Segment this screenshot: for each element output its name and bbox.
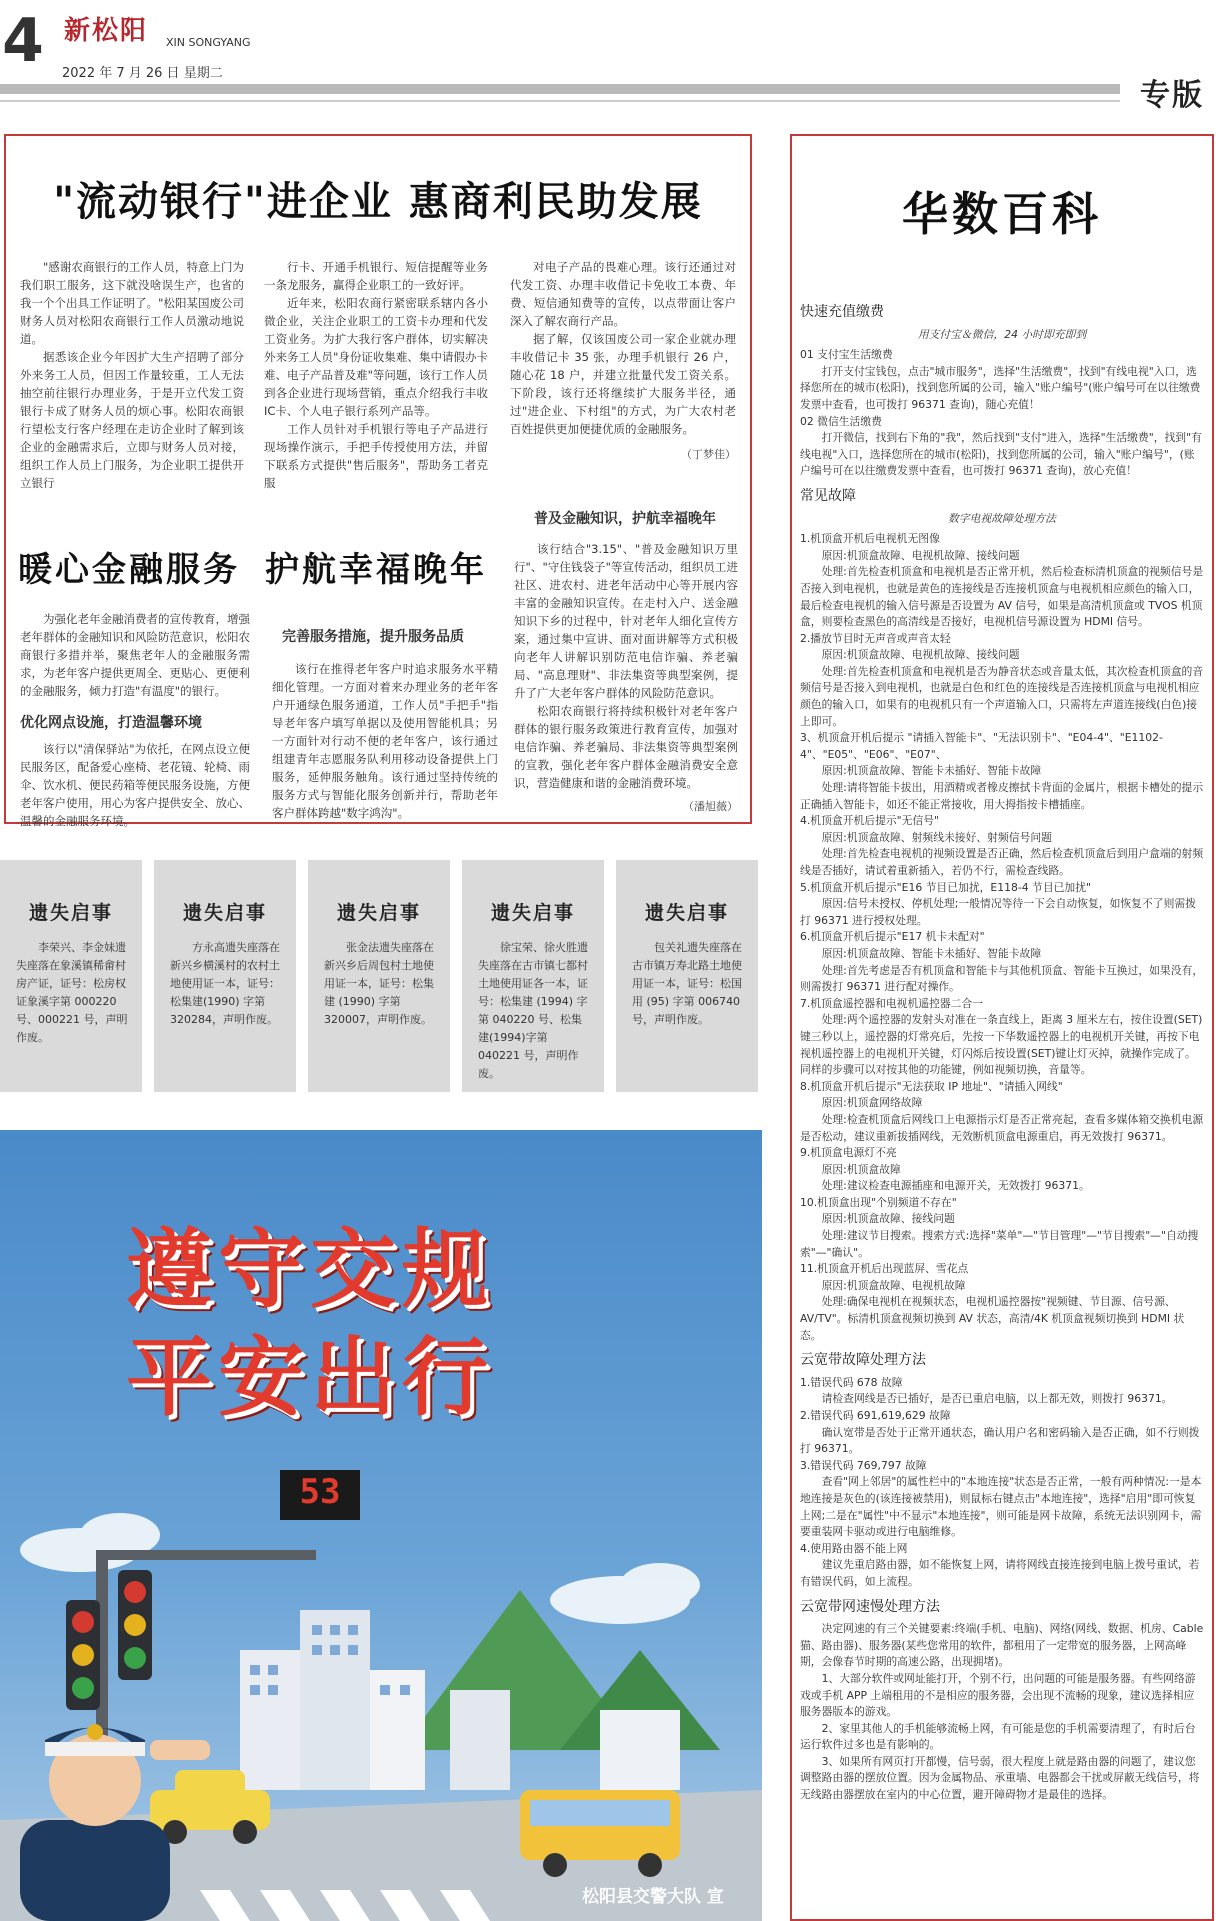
wiki-line: 4.机顶盒开机后提示"无信号" [800, 814, 939, 828]
poster-credit: 松阳县交警大队 宣 [582, 1887, 724, 1907]
wiki-title: 华数百科 [902, 187, 1102, 241]
newspaper-logo-en: XIN SONGYANG [166, 36, 251, 49]
article2-subhead-2: 完善服务措施，提升服务品质 [282, 629, 464, 645]
lost-notice-body: 方永高遗失座落在新兴乡横溪村的农村土地使用证一本，证号：松集建(1990) 字第 320284，声明作废。 [170, 941, 280, 1026]
traffic-poster [0, 1130, 762, 1921]
wiki-line: 查看"网上邻居"的属性栏中的"本地连接"状态是否正常，一般有两种情况:一是本地连接是灰色的(该连接被禁用)，则鼠标右键点击"本地连接"，选择"启用"即可恢复上网;二是在"属性"中不显示"本地连接"，则可能是网卡故障，系统无法识别网卡，需要重装网卡驱动或进行电脑维修。 [800, 1475, 1202, 1539]
article2-col1 [20, 610, 250, 830]
wiki-line: 01 支付宝生活缴费 [800, 348, 893, 362]
paragraph: "感谢农商银行的工作人员，特意上门为我们职工服务，这下就没啥误生产，也省的我一个个出具工作证明了。"松阳某国废公司财务人员对松阳农商银行工作人员激动地说道。 [20, 260, 244, 346]
paragraph: 对电子产品的畏难心理。该行还通过对代发工资、办理丰收借记卡免收工本费、年费、短信通知费等的宣传，以点带面让客户深入了解农商行产品。 [510, 260, 736, 328]
article2-author: （潘旭薇） [683, 800, 738, 813]
article2-subhead-3: 普及金融知识，护航幸福晚年 [534, 511, 716, 527]
wiki-line: 确认宽带是否处于正常开通状态，确认用户名和密码输入是否正确，如不行则拨打 96371。 [800, 1425, 1200, 1456]
wiki-line: 8.机顶盒开机后提示"无法获取 IP 地址"、"请插入网线" [800, 1079, 1063, 1093]
wiki-line: 原因:机顶盒网络故障 [821, 1096, 923, 1110]
wiki-line: 4.使用路由器不能上网 [800, 1541, 908, 1555]
lost-notice-title: 遗失启事 [28, 902, 113, 924]
poster-line2: 平安出行 [126, 1327, 494, 1428]
article2-col3 [514, 510, 738, 816]
wiki-section-heading: 常见故障 [800, 487, 856, 504]
countdown-number: 53 [299, 1472, 341, 1512]
article1-col3 [510, 258, 736, 464]
wiki-line: 处理:两个遥控器的发射头对准在一条直线上，距离 3 厘米左右，按住设置(SET)键三秒以上，遥控器的灯常亮后，先按一下华数遥控器上的电视机开关键，再按下电视机遥控器上的电视机开关键，灯闪烁后按设置(SET)键让灯灭掉，就操作完成了。同样的步骤可以对按其他的功能键，例如视频切换，音量等。 [800, 1013, 1203, 1077]
wiki-line: 7.机顶盒遥控器和电视机遥控器二合一 [800, 996, 984, 1010]
header-rule [0, 100, 1120, 102]
lost-notice [308, 860, 450, 1092]
wiki-line: 3、机顶盒开机后提示 "请插入智能卡"、"无法识别卡"、"E04-4"、"E1102-4"、"E05"、"E06"、"E07"、 [800, 731, 1163, 761]
lost-notice-title: 遗失启事 [182, 902, 267, 924]
article2-title-a: 暖心金融服务 [18, 550, 240, 590]
article1-col2 [264, 258, 488, 492]
lost-notice-body: 徐宝荣、徐火胜遗失座落在古市镇七都村土地使用证各一本，证号：松集建 (1994) 字第 040220 号、松集建(1994)字第 040221 号，声明作废。 [478, 941, 588, 1080]
article1-title: "流动银行"进企业 惠商利民助发展 [53, 179, 703, 225]
paragraph: 行卡、开通手机银行、短信提醒等业务一条龙服务，赢得企业职工的一致好评。 [264, 260, 488, 292]
wiki-line: 处理:首先检查机顶盒和电视机是否正常开机，然后检查标清机顶盒的视频信号是否接入到电视机，也就是黄色的连接线是否连接机顶盒与电视机相应颜色的输入口，最后检查电视机的输入信号源是否设置为 AV 信号，如果是高清机顶盒或 TVOS 机顶盒，则要检查黑色的高清线是否接好，电视机信号源设置为 HDMI 信号。 [800, 565, 1204, 629]
wiki-body [800, 296, 1204, 1911]
lost-notices [0, 860, 760, 1092]
lost-notice-title: 遗失启事 [336, 902, 421, 924]
wiki-line: 原因:机顶盒故障、智能卡未插好、智能卡故障 [821, 764, 1042, 778]
lost-notice-body: 李荣兴、李金妹遗失座落在象溪镇稀畲村房产证，证号：松房权证象溪字第 000220 号、000221 号，声明作废。 [16, 941, 128, 1044]
lost-notice-body: 包关礼遗失座落在古市镇万寿北路土地使用证一本，证号：松国用 (95) 字第 006740 号，声明作废。 [632, 941, 742, 1026]
wiki-line: 建议先重启路由器，如不能恢复上网，请将网线直接连接到电脑上拨号重试，若有错误代码，如上流程。 [800, 1558, 1200, 1588]
wiki-line: 原因:信号未授权、停机处理;一般情况等待一下会自动恢复，如恢复不了则需拨打 96371 进行授权处理。 [800, 897, 1196, 927]
lost-notice [0, 860, 142, 1092]
article1-author: （丁梦佳） [681, 448, 736, 461]
article1-col1 [20, 258, 244, 492]
lost-notice [462, 860, 604, 1092]
wiki-line: 5.机顶盒开机后提示"E16 节目已加扰，E118-4 节目已加扰" [800, 880, 1091, 894]
wiki-line: 处理:首先检查机顶盒和电视机是否为静音状态或音量太低，其次检查机顶盒的音频信号是否接入到电视机，也就是白色和红色的连接线是否连接机顶盒与电视机相应颜色的输入口，如果有的电视机只有一个声道输入口，只需将左声道连接线(白色)接上即可。 [800, 664, 1204, 728]
wiki-line: 11.机顶盒开机后出现蓝屏、雪花点 [800, 1262, 969, 1276]
wiki-section-heading: 云宽带故障处理方法 [800, 1352, 926, 1369]
wiki-line: 原因:机顶盒故障、射频线未接好、射频信号问题 [821, 830, 1052, 844]
article2-col2 [272, 628, 498, 822]
paragraph: 该行以"清保驿站"为依托，在网点设立便民服务区，配备爱心座椅、老花镜、轮椅、雨伞、饮水机、便民药箱等便民服务设施，方便老年客户使用，用心为客户提供安全、放心、温馨的金融服务环境。 [20, 742, 250, 828]
paragraph: 该行结合"3.15"、"普及金融知识万里行"、"守住钱袋子"等宣传活动，组织员工进社区、进农村、进老年活动中心等开展内容丰富的金融知识宣传。在走村入户、送金融知识下乡的过程中，针对老年人细化宣传方案，通过集中宣讲、面对面讲解等方式积极向老年人讲解识别防范电信诈骗、养老骗局、"高息理财"、非法集资等典型案例，提升了广大老年客户群体的风险防范意识。 [514, 542, 738, 700]
paragraph: 据了解，仅该国废公司一家企业就办理丰收借记卡 35 张，办理手机银行 26 户，随心花 18 户，并建立批量代发工资关系。下阶段，该行还将继续扩大服务半径，通过"进企业、下村组"的方式，为广大农村老百姓提供更加便捷优质的金融服务。 [510, 332, 736, 436]
lost-notice-body: 张金法遗失座落在新兴乡后周包村土地使用证一本，证号：松集建 (1990) 字第 320007，声明作废。 [324, 941, 434, 1026]
poster-line1: 遵守交规 [126, 1219, 494, 1320]
wiki-line: 1、大部分软件或网址能打开，个别不行，出问题的可能是服务器。有些网络游戏或手机 APP 上端租用的不是相应的服务器，会出现不流畅的现象，建议选择相应服务器版本的游戏。 [800, 1671, 1196, 1719]
lost-notice-title: 遗失启事 [490, 902, 575, 924]
wiki-caption: 数字电视故障处理方法 [948, 511, 1056, 525]
page-number: 4 [2, 6, 44, 76]
lost-notice-title: 遗失启事 [644, 902, 729, 924]
article2-title-b: 护航幸福晚年 [265, 550, 487, 590]
wiki-section-heading: 快速充值缴费 [800, 304, 884, 320]
wiki-line: 决定网速的有三个关键要素:终端(手机、电脑)、网络(网线、数据、机房、Cable 猫、路由器)、服务器(某些您常用的软件，都租用了一定带宽的服务器，上网高峰期，会像春节时期的高速公路，出现拥堵)。 [800, 1622, 1204, 1669]
wiki-line: 处理:检查机顶盒后网线口上电源指示灯是否正常亮起，查看多媒体箱交换机电源是否松动，建议重新拔插网线，无效断机顶盒电源重启，再无效拨打 96371。 [800, 1112, 1204, 1143]
wiki-line: 原因:机顶盒故障、接线问题 [821, 1212, 955, 1226]
signal-arm [96, 1550, 316, 1560]
paragraph: 该行在推得老年客户时追求服务水平精细化管理。一方面对着来办理业务的老年客户开通绿色服务通道，工作人员"手把手"指导老年客户填写单据以及使用智能机具；另一方面针对行动不便的老年客户，该行通过组建青年志愿服务队利用移动设备提供上门服务，延伸服务触角。该行通过坚持传统的服务方式与智能化服务创新并行，帮助老年客户群体跨越"数字鸿沟"。 [272, 662, 498, 820]
wiki-line: 1.错误代码 678 故障 [800, 1375, 903, 1389]
paragraph: 近年来，松阳农商行紧密联系辖内各小微企业，关注企业职工的工资卡办理和代发工资业务。为扩大我行客户群体，切实解决外来务工人员"身份证收集难、集中请假办卡难、电子产品普及难"等问题，该行工作人员到各企业进行现场营销，重点介绍我行丰收IC卡、个人电子银行系列产品等。 [264, 296, 488, 418]
wiki-line: 3、如果所有网页打开都慢，信号弱，很大程度上就是路由器的问题了，建议您调整路由器的摆放位置。因为金属物品、承重墙、电器都会干扰或屏蔽无线信号，将无线路由器摆放在室内的中心位置，避开障碍物才是最佳的选择。 [800, 1754, 1200, 1802]
issue-date: 2022 年 7 月 26 日 星期二 [62, 66, 223, 81]
header-bar [0, 84, 1120, 94]
wiki-line: 打开支付宝钱包，点击"城市服务"，选择"生活缴费"，找到"有线电视"入口，选择您所在的城市(松阳)，找到您所属的公司，输入"账户编号"(账户编号可在以往缴费发票中查看，也可拨打 96371 查询)，随心充值！ [800, 364, 1201, 411]
wiki-line: 原因:机顶盒故障、电视机故障、接线问题 [821, 548, 1020, 562]
wiki-line: 请检查网线是否已插好，是否已重启电脑，以上都无效，则拨打 96371。 [821, 1392, 1173, 1406]
article2-subhead-1: 优化网点设施，打造温馨环境 [20, 715, 202, 731]
section-tag: 专版 [1140, 78, 1204, 113]
paragraph: 为强化老年金融消费者的宣传教育，增强老年群体的金融知识和风险防范意识，松阳农商银行多措并举，聚焦老年人的金融服务需求，为老年客户提供更周全、更贴心、更便利的金融服务，倾力打造"有温度"的银行。 [20, 612, 250, 698]
wiki-line: 处理:确保电视机在视频状态，电视机遥控器按"视频键、节目源、信号源、AV/TV"。标清机顶盒视频切换到 AV 状态，高清/4K 机顶盒视频切换到 HDMI 状态。 [800, 1295, 1185, 1342]
wiki-line: 6.机顶盒开机后提示"E17 机卡未配对" [800, 930, 985, 944]
wiki-line: 3.错误代码 769,797 故障 [800, 1458, 927, 1472]
wiki-line: 处理:首先考虑是否有机顶盒和智能卡与其他机顶盒、智能卡互换过，如果没有，则需拨打 96371 进行配对操作。 [800, 963, 1204, 994]
wiki-line: 处理:建议节目搜索。搜索方式:选择"菜单"—"节目管理"—"节目搜索"—"自动搜索"—"确认"。 [800, 1229, 1199, 1259]
traffic-light-icon [66, 1570, 152, 1710]
wiki-line: 处理:建议检查电源插座和电源开关，无效拨打 96371。 [821, 1179, 1090, 1193]
wiki-line: 9.机顶盒电源灯不亮 [800, 1146, 897, 1160]
paragraph: 据悉该企业今年因扩大生产招聘了部分外来务工人员，但因工作量较重，工人无法抽空前往银行办理业务，于是开立代发工资银行卡成了财务人员的烦心事。松阳农商银行望松支行客户经理在走访企业时了解到该企业的金融需求后，立即与财务人员对接，组织工作人员上门服务，为企业职工提供开立银行 [20, 350, 244, 490]
wiki-line: 处理:请将智能卡拔出，用酒精或者橡皮擦拭卡背面的金属片，根据卡槽处的提示正确插入智能卡，如还不能正常接收，用大拇指按卡槽插座。 [800, 781, 1204, 811]
lost-notice [616, 860, 758, 1092]
newspaper-logo: 新松阳 [64, 16, 149, 46]
wiki-section-heading: 云宽带网速慢处理方法 [800, 1598, 940, 1615]
wiki-line: 原因:机顶盒故障、智能卡未插好、智能卡故障 [821, 946, 1042, 960]
wiki-line: 2.播放节目时无声音或声音太轻 [800, 631, 951, 645]
lost-notice [154, 860, 296, 1092]
wiki-line: 02 微信生活缴费 [800, 414, 882, 428]
wiki-line: 原因:机顶盒故障、电视机故障 [821, 1278, 966, 1292]
wiki-line: 原因:机顶盒故障 [821, 1162, 901, 1176]
wiki-line: 原因:机顶盒故障、电视机故障、接线问题 [821, 648, 1020, 662]
wiki-line: 处理:首先检查电视机的视频设置是否正确，然后检查机顶盒后到用户盒端的射频线是否插好，请试着重新插入，若仍不行，需检查线路。 [800, 847, 1204, 877]
wiki-line: 2、家里其他人的手机能够流畅上网，有可能是您的手机需要清理了，有时后台运行软件过多也是有影响的。 [800, 1721, 1196, 1752]
wiki-line: 1.机顶盒开机后电视机无图像 [800, 532, 940, 546]
paragraph: 松阳农商银行将持续积极针对老年客户群体的银行服务政策进行教育宣传，加强对电信诈骗、养老骗局、非法集资等典型案例的宣教，强化老年客户群体金融消费安全意识，营造健康和谐的金融消费环境。 [514, 704, 738, 790]
wiki-line: 2.错误代码 691,619,629 故障 [800, 1409, 951, 1422]
wiki-caption: 用支付宝＆微信，24 小时即充即到 [917, 327, 1087, 341]
wiki-line: 10.机顶盒出现"个别频道不存在" [800, 1195, 957, 1209]
wiki-line: 打开微信，找到右下角的"我"，然后找到"支付"进入，选择"生活缴费"，找到"有线电视"入口，选择您所在的城市(松阳)，找到您所属的公司，输入"账户编号"，(账户编号可在以往缴费发票中查看，也可拨打 96371 查询)，放心充值！ [800, 431, 1202, 478]
paragraph: 工作人员针对手机银行等电子产品进行现场操作演示，手把手传授使用方法，并留下联系方式提供"售后服务"，帮助务工者克服 [264, 422, 488, 490]
